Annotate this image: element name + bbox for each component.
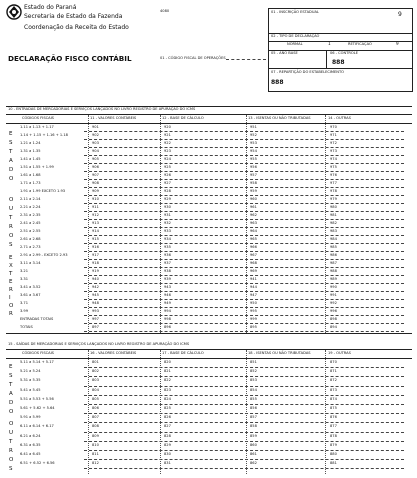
crest-logo	[6, 4, 22, 20]
table-row	[14, 368, 409, 376]
column-header-codes: CÓDIGOS FISCAIS	[22, 351, 54, 355]
section1-table	[14, 124, 409, 332]
outras-cell[interactable]: 870	[330, 360, 337, 364]
valor-contabil-cell[interactable]: 905	[92, 157, 99, 161]
valor-contabil-cell[interactable]: 812	[92, 461, 99, 466]
ie-label: 01 - INSCRIÇÃO ESTADUAL	[271, 10, 319, 14]
table-row	[14, 260, 409, 268]
coordination-name: Coordenação da Receita do Estado	[24, 24, 129, 31]
isentas-cell[interactable]: 966	[250, 245, 257, 249]
code-cell: 5.11 a 5.14 + 5.17	[20, 360, 54, 364]
isentas-cell[interactable]: 959	[250, 189, 257, 193]
table-row	[14, 236, 409, 244]
controle-label: 06 - CONTROLE	[330, 51, 358, 55]
outras-cell[interactable]: 992	[330, 301, 337, 305]
table-row	[14, 442, 409, 450]
valor-contabil-cell[interactable]: 902	[92, 133, 99, 137]
document-title: DECLARAÇÃO FISCO CONTÁBIL	[8, 54, 132, 63]
base-calculo-cell[interactable]: 936	[164, 253, 171, 257]
code-cell: 5.51 a 5.53 + 5.56	[20, 396, 54, 401]
isentas-cell[interactable]: 855	[250, 396, 257, 401]
base-calculo-cell[interactable]: 938	[164, 269, 171, 273]
valor-contabil-cell[interactable]: 917	[92, 253, 99, 257]
ie-value[interactable]: 9	[398, 11, 402, 18]
valor-contabil-cell[interactable]: 914	[92, 229, 99, 233]
base-calculo-cell[interactable]: 829	[164, 442, 171, 447]
code-cell: 3.21	[20, 269, 29, 273]
outras-cell[interactable]: 980	[330, 205, 337, 209]
valor-contabil-cell[interactable]: 916	[92, 245, 99, 249]
valor-contabil-cell[interactable]: 809	[92, 433, 99, 438]
code-cell: 5.21 a 5.24	[20, 369, 41, 374]
table-row	[14, 324, 409, 332]
valor-contabil-cell[interactable]: 913	[92, 221, 99, 225]
isentas-cell[interactable]: 968	[250, 261, 257, 265]
isentas-cell[interactable]: 955	[250, 157, 257, 161]
isentas-cell[interactable]: 961	[250, 205, 257, 209]
outras-cell[interactable]: 983	[330, 229, 337, 233]
normal-option[interactable]: NORMAL	[287, 42, 303, 46]
code-cell: 2.31 a 2.35	[20, 213, 41, 217]
column-header-isentas: 18 - ISENTAS OU NÃO TRIBUTADAS	[248, 351, 311, 355]
isentas-cell[interactable]: 999	[250, 317, 257, 321]
secretariat-name: Secretaria de Estado da Fazenda	[24, 13, 123, 20]
isentas-cell[interactable]: 857	[250, 415, 257, 420]
code-cell: 3.71	[20, 301, 29, 305]
base-calculo-cell[interactable]: 935	[164, 245, 171, 249]
reparticao-value[interactable]: 888	[271, 79, 284, 86]
outras-cell[interactable]: 987	[330, 261, 337, 265]
base-calculo-cell[interactable]: 994	[164, 309, 171, 313]
isentas-cell[interactable]: 859	[250, 433, 257, 438]
code-cell: 1.11 a 1.13 + 1.17	[20, 125, 54, 129]
right-box-divider-4	[268, 68, 412, 69]
section1-bottom-rule	[6, 333, 412, 334]
section2-col-divider-1	[88, 350, 89, 474]
outras-cell[interactable]: 996	[330, 309, 337, 313]
ano-base-label: 05 - ANO BASE	[271, 51, 298, 55]
table-row	[14, 396, 409, 404]
base-calculo-cell[interactable]: 830	[164, 452, 171, 456]
base-calculo-cell[interactable]: 924	[164, 157, 171, 161]
valor-contabil-cell[interactable]: 810	[92, 442, 99, 447]
table-row	[14, 308, 409, 316]
base-calculo-cell[interactable]: 930	[164, 205, 171, 209]
section2-col-divider-2	[160, 350, 161, 474]
table-row	[14, 423, 409, 431]
code-cell: 5.31 a 5.35	[20, 378, 41, 383]
section2-col-divider-4	[325, 350, 326, 474]
code-cell: 5.61 + 5.62 + 5.64	[20, 406, 55, 410]
outras-cell[interactable]: 879	[330, 442, 337, 447]
base-calculo-cell[interactable]: 949	[164, 301, 171, 305]
column-header-base: 12 - BASE DE CÁLCULO	[162, 116, 204, 120]
isentas-cell[interactable]: 861	[250, 452, 257, 456]
valor-contabil-cell[interactable]: 993	[92, 309, 99, 313]
section1-col-divider-2	[160, 115, 161, 333]
base-calculo-cell[interactable]: 934	[164, 237, 171, 241]
outras-cell[interactable]: 894	[330, 325, 337, 329]
code-cell: 2.91 a 2.99 - EXCETO 2.93	[20, 253, 68, 257]
base-calculo-cell[interactable]: 921	[164, 133, 171, 137]
code-cell: 6.21 a 6.24	[20, 433, 41, 438]
code-cell: 2.11 a 2.14	[20, 197, 41, 201]
column-header-isentas: 13 - ISENTAS OU NÃO TRIBUTADAS	[248, 116, 311, 120]
table-row	[14, 300, 409, 308]
table-row	[14, 451, 409, 459]
table-row	[14, 433, 409, 441]
valor-contabil-cell[interactable]: 915	[92, 237, 99, 241]
right-box-vdiv	[326, 50, 327, 68]
valor-contabil-cell[interactable]: 908	[92, 181, 99, 185]
code-cell: 3.41 a 3.52	[20, 285, 41, 289]
base-calculo-cell[interactable]: 920	[164, 125, 171, 129]
valor-contabil-cell[interactable]: 907	[92, 173, 99, 177]
base-calculo-cell[interactable]: 932	[164, 221, 171, 225]
table-row	[14, 228, 409, 236]
code-cell: ENTRADAS TOTAIS	[20, 317, 54, 321]
code-cell: 2.41 a 2.45	[20, 221, 41, 225]
code-cell: 1.91 a 1.99 EXCETO 1.93	[20, 189, 66, 193]
isentas-cell[interactable]: 862	[250, 461, 257, 466]
valor-contabil-cell[interactable]: 903	[92, 141, 99, 145]
row-fill-line	[84, 331, 404, 332]
table-row	[14, 359, 409, 367]
outras-cell[interactable]: 989	[330, 277, 337, 281]
outras-cell[interactable]: 977	[330, 181, 337, 185]
code-cell: 1.31 a 1.35	[20, 149, 41, 153]
isentas-cell[interactable]: 958	[250, 181, 257, 185]
valor-contabil-cell[interactable]: 918	[92, 261, 99, 265]
base-calculo-cell[interactable]: 939	[164, 277, 171, 281]
valor-contabil-cell[interactable]: 945	[92, 293, 99, 297]
normal-number: 1	[328, 41, 331, 46]
isentas-cell[interactable]: 853	[250, 378, 257, 383]
base-calculo-cell[interactable]: 821	[164, 369, 171, 374]
table-row	[14, 220, 409, 228]
code-cell: 1.71 a 1.73	[20, 181, 41, 185]
outras-cell[interactable]: 877	[330, 424, 337, 429]
reparticao-label: 07 - REPARTIÇÃO DO ESTABELECIMENTO	[271, 70, 345, 74]
outras-cell[interactable]: 982	[330, 221, 337, 225]
outras-cell[interactable]: 876	[330, 415, 337, 420]
section2-header-row	[14, 350, 409, 358]
outras-cell[interactable]: 979	[330, 197, 337, 201]
code-cell: TOTAIS	[20, 325, 33, 329]
outras-cell[interactable]: 975	[330, 165, 337, 169]
code-cell: 2.61 a 2.68	[20, 237, 41, 241]
table-row	[14, 377, 409, 385]
column-header-outras: 14 - OUTRAS	[328, 116, 351, 120]
code-cell: 3.11 a 3.14	[20, 261, 41, 265]
table-row	[14, 387, 409, 395]
section1-header-row	[14, 115, 409, 123]
section2-table	[14, 359, 409, 471]
subfield-label: 01 - CÓDIGO FISCAL DE OPERAÇÕES	[160, 56, 226, 60]
isentas-cell[interactable]: 941	[250, 277, 257, 281]
code-cell: 1.21 a 1.24	[20, 141, 41, 145]
controle-value[interactable]: 888	[332, 59, 345, 66]
isentas-cell[interactable]: 967	[250, 253, 257, 257]
table-row	[14, 252, 409, 260]
valor-contabil-cell[interactable]: 807	[92, 415, 99, 420]
code-cell: 2.21 a 2.24	[20, 205, 41, 209]
valor-contabil-cell[interactable]: 805	[92, 396, 99, 401]
section1-col-divider-1	[88, 115, 89, 333]
outras-cell[interactable]: 874	[330, 396, 337, 401]
valor-contabil-cell[interactable]: 906	[92, 165, 99, 169]
valor-contabil-cell[interactable]: 912	[92, 213, 99, 217]
base-calculo-cell[interactable]: 925	[164, 165, 171, 169]
table-row	[14, 172, 409, 180]
table-row	[14, 140, 409, 148]
code-cell: 5.41 a 5.45	[20, 387, 41, 392]
outras-cell[interactable]: 990	[330, 285, 337, 289]
valor-contabil-cell[interactable]: 804	[92, 387, 99, 392]
isentas-cell[interactable]: 965	[250, 237, 257, 241]
code-cell: 6.31 a 6.35	[20, 442, 41, 447]
outras-cell[interactable]: 974	[330, 157, 337, 161]
state-name: Estado do Paraná	[24, 4, 77, 11]
table-row	[14, 212, 409, 220]
isentas-cell[interactable]: 962	[250, 213, 257, 217]
column-header-outras: 19 - OUTRAS	[328, 351, 351, 355]
valor-contabil-cell[interactable]: 806	[92, 406, 99, 410]
base-calculo-cell[interactable]: 825	[164, 406, 171, 410]
outras-cell[interactable]: 871	[330, 369, 337, 374]
valor-contabil-cell[interactable]: 811	[92, 452, 99, 456]
outras-cell[interactable]: 973	[330, 149, 337, 153]
isentas-cell[interactable]: 995	[250, 309, 257, 313]
table-row	[14, 292, 409, 300]
valor-contabil-cell[interactable]: 940	[92, 277, 99, 281]
valor-contabil-cell[interactable]: 910	[92, 197, 99, 201]
table-row	[14, 405, 409, 413]
outras-cell[interactable]: 985	[330, 245, 337, 249]
base-calculo-cell[interactable]: 931	[164, 213, 171, 217]
valor-contabil-cell[interactable]: 909	[92, 189, 99, 193]
table-row	[14, 414, 409, 422]
table-row	[14, 124, 409, 132]
section2-title: 15 - SAÍDAS DE MERCADORIAS E SERVIÇOS LANÇADOS NO LIVRO REGISTRO DE APURAÇÃO DO ICMS	[8, 342, 190, 346]
base-calculo-cell[interactable]: 933	[164, 229, 171, 233]
valor-contabil-cell[interactable]: 801	[92, 360, 99, 364]
row-fill-line	[84, 468, 404, 469]
code-cell: 1.61 a 1.68	[20, 173, 41, 177]
base-calculo-cell[interactable]: 927	[164, 181, 171, 185]
column-header-valores: 11 - VALORES CONTÁBEIS	[90, 116, 137, 120]
base-calculo-cell[interactable]: 822	[164, 378, 171, 383]
base-calculo-cell[interactable]: 827	[164, 424, 171, 429]
code-cell: 5.91 a 5.99	[20, 415, 41, 420]
table-row	[14, 148, 409, 156]
outras-cell[interactable]: 898	[330, 317, 337, 321]
isentas-cell[interactable]: 858	[250, 424, 257, 429]
code-cell: 6.41 a 6.45	[20, 452, 41, 456]
isentas-cell[interactable]: 950	[250, 301, 257, 305]
code-cell: 1.14 + 1.15 + 1.16 + 1.18	[20, 133, 68, 137]
base-calculo-cell[interactable]: 929	[164, 197, 171, 201]
base-calculo-cell[interactable]: 823	[164, 387, 171, 392]
valor-contabil-cell[interactable]: 904	[92, 149, 99, 153]
outras-cell[interactable]: 988	[330, 269, 337, 273]
table-row	[14, 276, 409, 284]
valor-contabil-cell[interactable]: 919	[92, 269, 99, 273]
isentas-cell[interactable]: 856	[250, 406, 257, 410]
isentas-cell[interactable]: 851	[250, 360, 257, 364]
valor-contabil-cell[interactable]: 942	[92, 285, 99, 289]
base-calculo-cell[interactable]: 831	[164, 461, 171, 466]
base-calculo-cell[interactable]: 937	[164, 261, 171, 265]
table-row	[14, 268, 409, 276]
outras-cell[interactable]: 881	[330, 461, 337, 466]
form-code: 4080	[160, 9, 170, 13]
valor-contabil-cell[interactable]: 948	[92, 301, 99, 305]
valor-contabil-cell[interactable]: 901	[92, 125, 99, 129]
code-cell: 6.51 + 6.52 + 6.56	[20, 461, 55, 466]
outras-cell[interactable]: 971	[330, 133, 337, 137]
isentas-cell[interactable]: 954	[250, 149, 257, 153]
section2-col-divider-3	[246, 350, 247, 474]
valor-contabil-cell[interactable]: 911	[92, 205, 99, 209]
valor-contabil-cell[interactable]: 803	[92, 378, 99, 383]
code-cell: 2.51 a 2.55	[20, 229, 41, 233]
isentas-cell[interactable]: 960	[250, 197, 257, 201]
outras-cell[interactable]: 872	[330, 378, 337, 383]
table-row	[14, 316, 409, 324]
outras-cell[interactable]: 991	[330, 293, 337, 297]
outras-cell[interactable]: 976	[330, 173, 337, 177]
isentas-cell[interactable]: 957	[250, 173, 257, 177]
column-header-base: 17 - BASE DE CÁLCULO	[162, 351, 204, 355]
code-cell: 2.71 a 2.73	[20, 245, 41, 249]
base-calculo-cell[interactable]: 826	[164, 415, 171, 420]
section1-title: 10 - ENTRADAS DE MERCADORIAS E SERVIÇOS LANÇADOS NO LIVRO REGISTRO DE APURAÇÃO DO ICMS	[8, 107, 196, 111]
subfield-line	[226, 59, 266, 60]
outras-cell[interactable]: 972	[330, 141, 337, 145]
isentas-cell[interactable]: 956	[250, 165, 257, 169]
isentas-cell[interactable]: 895	[250, 325, 257, 329]
outras-cell[interactable]: 878	[330, 433, 337, 438]
column-header-codes: CÓDIGOS FISCAIS	[22, 116, 54, 120]
outras-cell[interactable]: 873	[330, 387, 337, 392]
valor-contabil-cell[interactable]: 802	[92, 369, 99, 374]
outras-cell[interactable]: 880	[330, 452, 337, 456]
isentas-cell[interactable]: 952	[250, 133, 257, 137]
column-header-valores: 16 - VALORES CONTÁBEIS	[90, 351, 137, 355]
code-cell: 3.31	[20, 277, 29, 281]
isentas-cell[interactable]: 964	[250, 229, 257, 233]
tipo-label: 02 - TIPO DE DECLARAÇÃO	[271, 34, 320, 38]
outras-cell[interactable]: 978	[330, 189, 337, 193]
table-row	[14, 196, 409, 204]
retificacao-number: 9	[396, 41, 399, 46]
code-cell: 3.61 a 3.67	[20, 293, 41, 297]
outras-cell[interactable]: 981	[330, 213, 337, 217]
isentas-cell[interactable]: 947	[250, 293, 257, 297]
base-calculo-cell[interactable]: 946	[164, 293, 171, 297]
code-cell: 1.51 a 1.55 + 1.99	[20, 165, 54, 169]
code-cell: 3.99	[20, 309, 29, 313]
base-calculo-cell[interactable]: 923	[164, 149, 171, 153]
valor-contabil-cell[interactable]: 808	[92, 424, 99, 429]
isentas-cell[interactable]: 969	[250, 269, 257, 273]
isentas-cell[interactable]: 860	[250, 442, 257, 447]
table-row	[14, 188, 409, 196]
section1-col-divider-4	[325, 115, 326, 333]
isentas-cell[interactable]: 953	[250, 141, 257, 145]
valor-contabil-cell[interactable]: 997	[92, 317, 99, 321]
base-calculo-cell[interactable]: 922	[164, 141, 171, 145]
section1-col-divider-3	[246, 115, 247, 333]
base-calculo-cell[interactable]: 943	[164, 285, 171, 289]
retificacao-option[interactable]: RETIFICAÇÃO	[348, 42, 372, 46]
isentas-cell[interactable]: 944	[250, 285, 257, 289]
base-calculo-cell[interactable]: 926	[164, 173, 171, 177]
outras-cell[interactable]: 970	[330, 125, 337, 129]
valor-contabil-cell[interactable]: 897	[92, 325, 99, 329]
table-row	[14, 180, 409, 188]
isentas-cell[interactable]: 951	[250, 125, 257, 129]
outras-cell[interactable]: 984	[330, 237, 337, 241]
code-cell: 1.41 a 1.45	[20, 157, 41, 161]
table-row	[14, 460, 409, 468]
base-calculo-cell[interactable]: 828	[164, 433, 171, 438]
table-row	[14, 132, 409, 140]
table-row	[14, 164, 409, 172]
base-calculo-cell[interactable]: 928	[164, 189, 171, 193]
base-calculo-cell[interactable]: 998	[164, 317, 171, 321]
table-row	[14, 244, 409, 252]
base-calculo-cell[interactable]: 824	[164, 396, 171, 401]
isentas-cell[interactable]: 854	[250, 387, 257, 392]
base-calculo-cell[interactable]: 896	[164, 325, 171, 329]
outras-cell[interactable]: 875	[330, 406, 337, 410]
table-row	[14, 156, 409, 164]
table-row	[14, 204, 409, 212]
table-row	[14, 284, 409, 292]
code-cell: 6.11 a 6.14 + 6.17	[20, 424, 54, 429]
outras-cell[interactable]: 986	[330, 253, 337, 257]
isentas-cell[interactable]: 963	[250, 221, 257, 225]
isentas-cell[interactable]: 852	[250, 369, 257, 374]
base-calculo-cell[interactable]: 820	[164, 360, 171, 364]
